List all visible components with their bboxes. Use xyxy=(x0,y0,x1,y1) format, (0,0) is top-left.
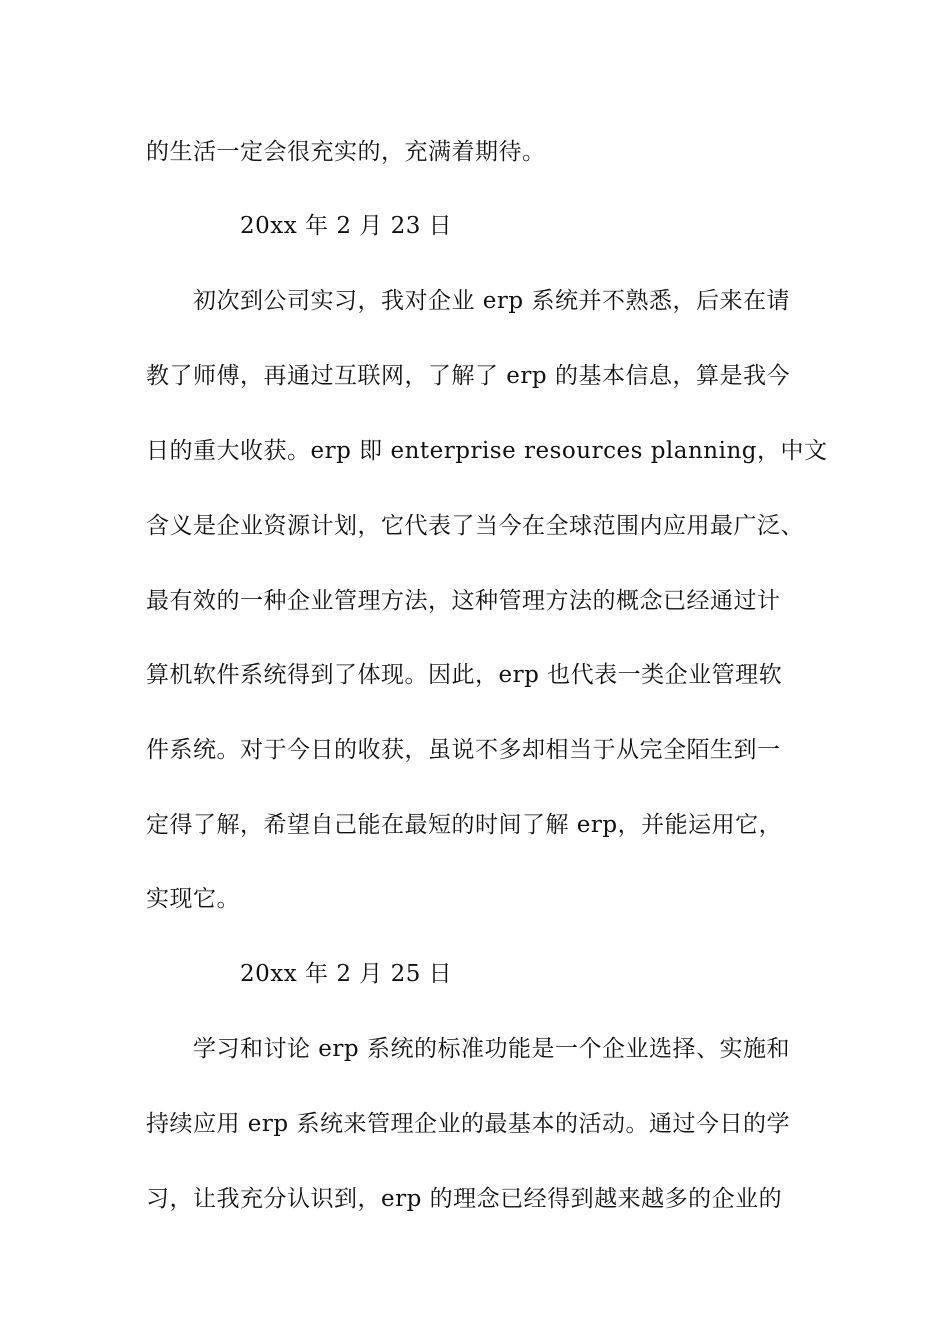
text-line: 教了师傅，再通过互联网，了解了 erp 的基本信息，算是我今 xyxy=(146,363,790,389)
text-line: 习，让我充分认识到，erp 的理念已经得到越来越多的企业的 xyxy=(146,1186,783,1212)
text-line: 定得了解，希望自己能在最短的时间了解 erp，并能运用它， xyxy=(146,812,783,838)
text-line: 算机软件系统得到了体现。因此，erp 也代表一类企业管理软 xyxy=(146,662,783,688)
text-line: 件系统。对于今日的收获，虽说不多却相当于从完全陌生到一 xyxy=(146,737,781,763)
text-line: 的生活一定会很充实的，充满着期待。 xyxy=(146,139,546,165)
date-heading: 20xx 年 2 月 25 日 xyxy=(240,961,453,987)
date-heading: 20xx 年 2 月 23 日 xyxy=(240,213,453,239)
paragraph-first-line: 初次到公司实习，我对企业 erp 系统并不熟悉，后来在请 xyxy=(193,288,790,314)
text-line: 日的重大收获。erp 即 enterprise resources planning，中文 xyxy=(146,438,828,464)
text-line: 持续应用 erp 系统来管理企业的最基本的活动。通过今日的学 xyxy=(146,1111,790,1137)
paragraph-first-line: 学习和讨论 erp 系统的标准功能是一个企业选择、实施和 xyxy=(193,1036,790,1062)
text-line: 实现它。 xyxy=(146,886,240,912)
text-line: 最有效的一种企业管理方法，这种管理方法的概念已经通过计 xyxy=(146,588,781,614)
text-line: 含义是企业资源计划，它代表了当今在全球范围内应用最广泛、 xyxy=(146,513,804,539)
